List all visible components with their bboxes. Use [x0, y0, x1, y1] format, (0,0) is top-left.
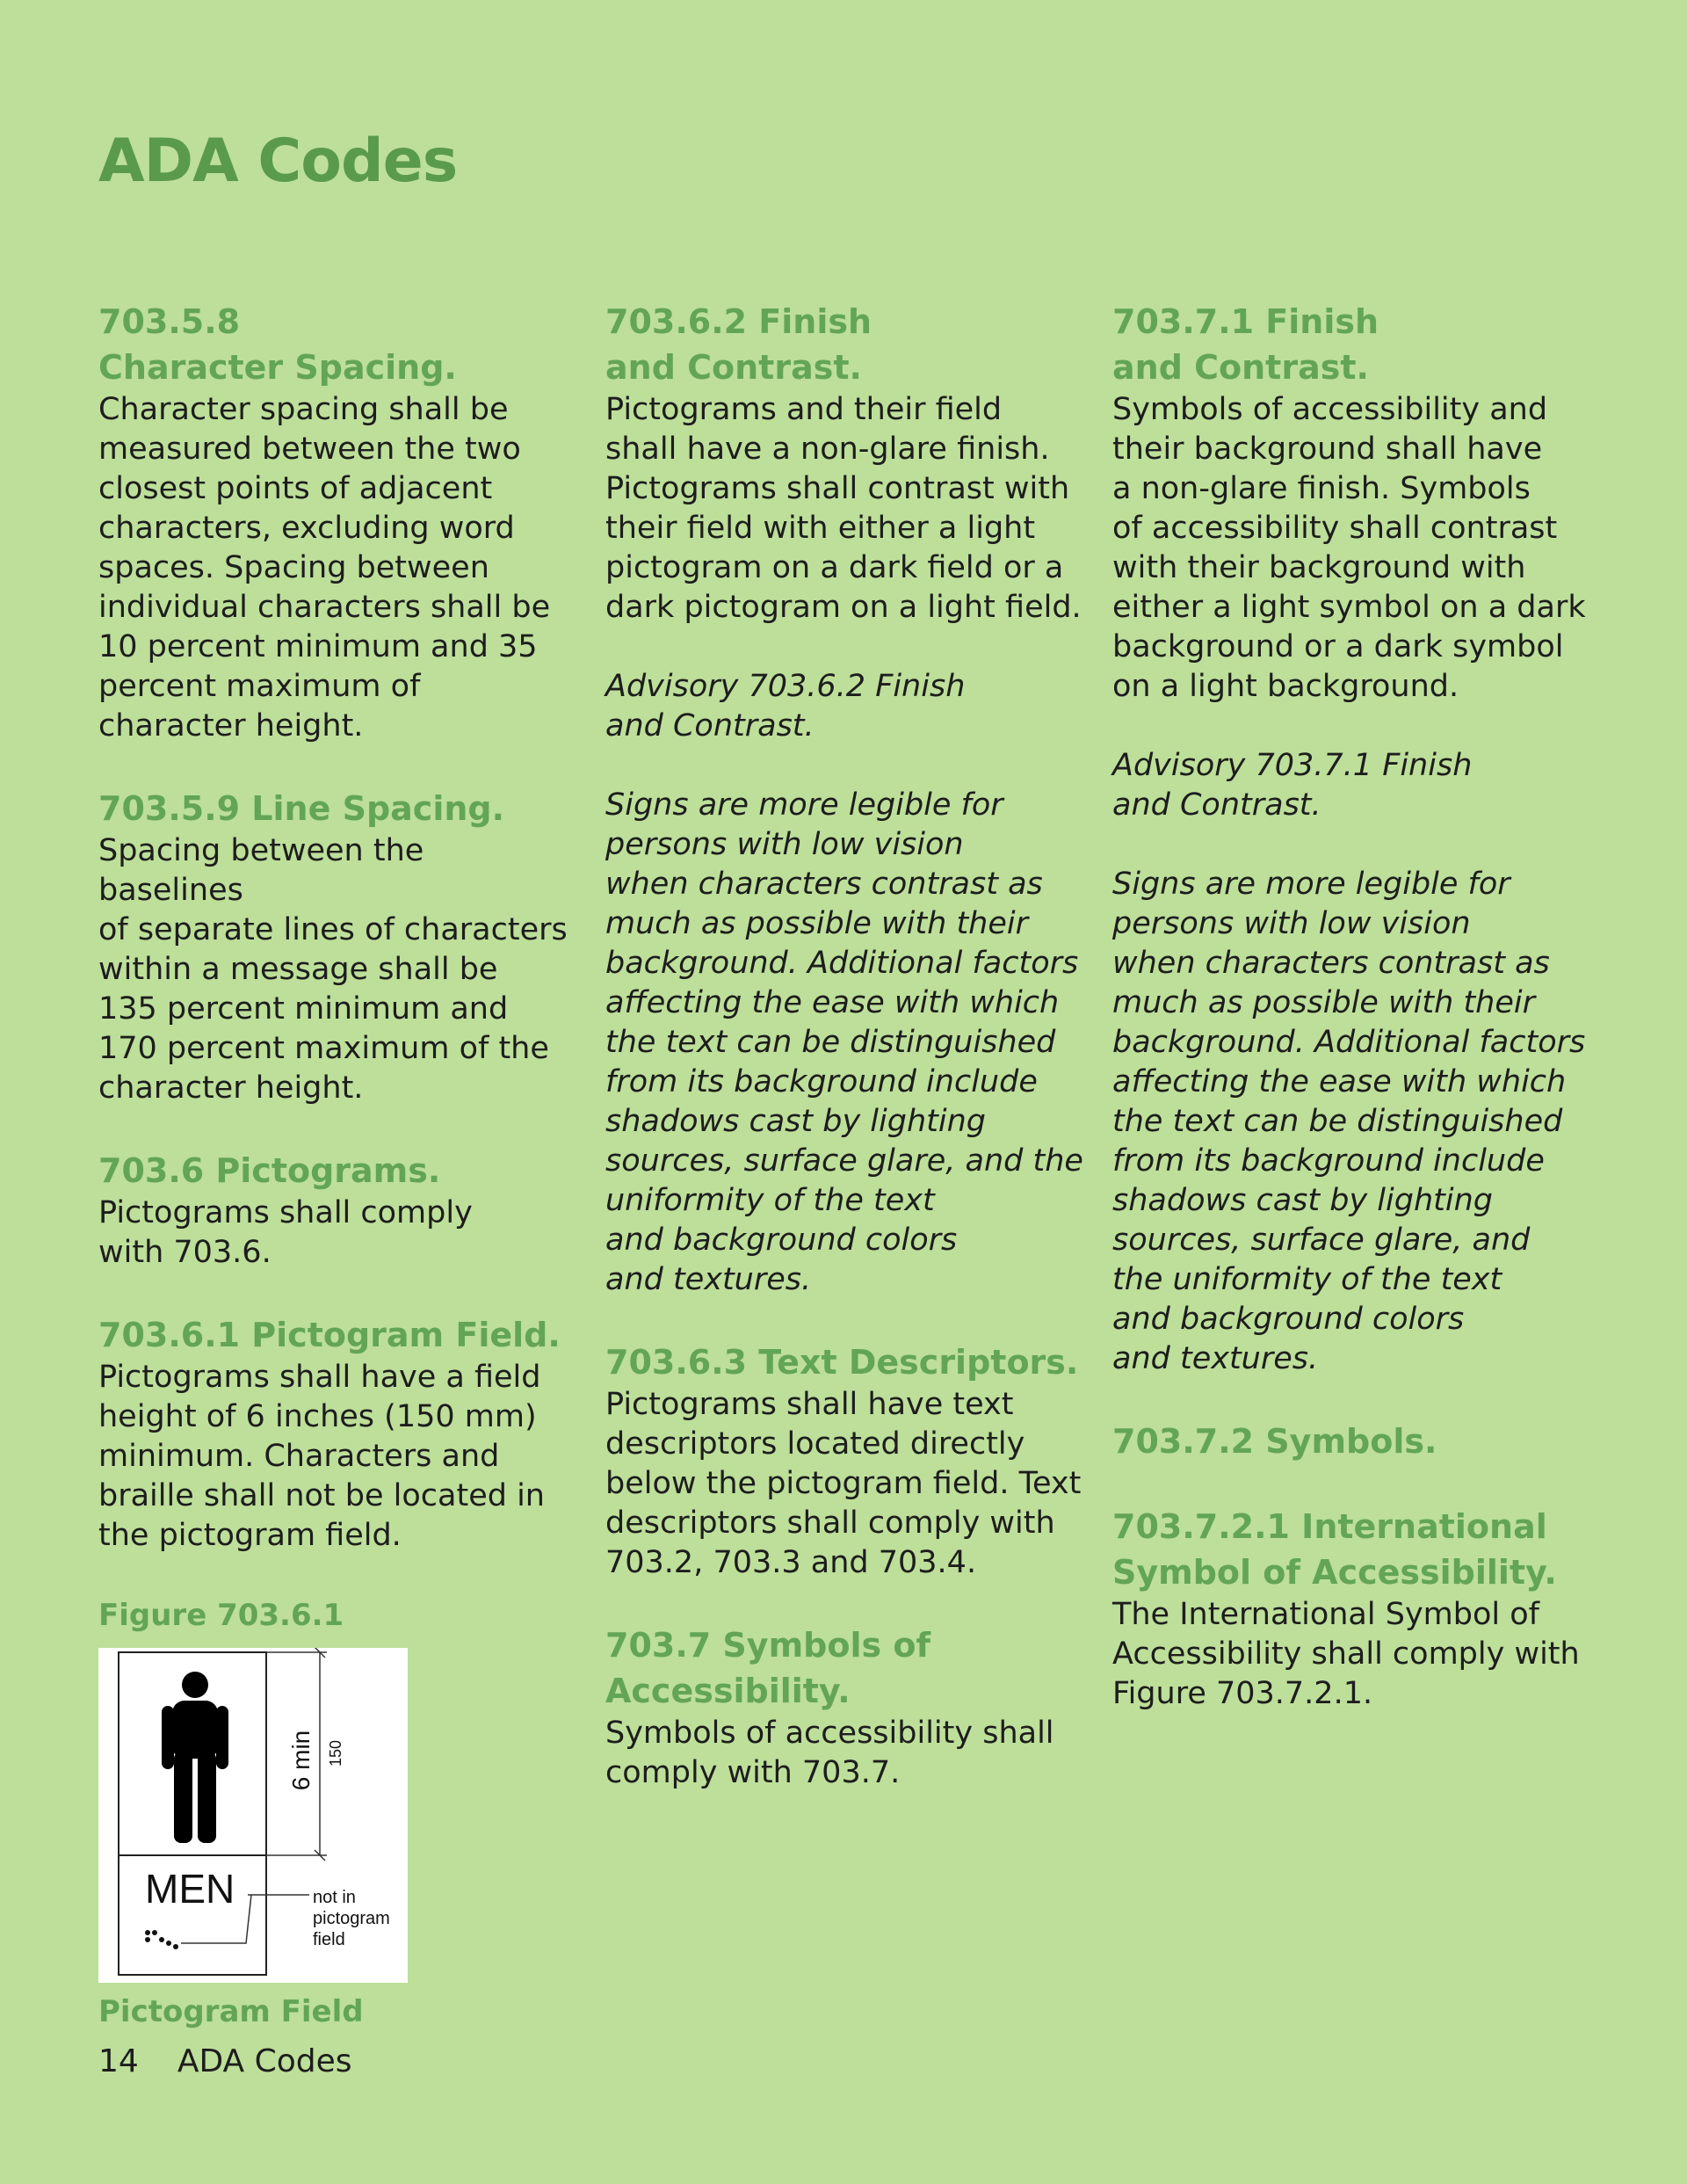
section-heading-703-5-9: 703.5.9 Line Spacing. — [98, 789, 505, 828]
section-body-703-6-1: Pictograms shall have a field height of 6 inches (150 mm) minimum. Characters and braille shall not be located in the pictogram field. — [98, 1360, 545, 1553]
column-2 — [605, 299, 1097, 1793]
advisory-title-703-7-1: Advisory 703.7.1 Finish and Contrast. — [1112, 748, 1473, 823]
column-3 — [1112, 299, 1604, 1714]
section-heading-703-5-8: 703.5.8 Character Spacing. — [98, 302, 457, 387]
advisory-body-703-6-2: Signs are more legible for persons with low vision when characters contrast as much as possible with their background. Additional factors affecting the ease with which the text can be distinguished from its background include shadows cast by lighting sources, surface glare, and the uniformity of the text and background colors and textures. — [605, 787, 1083, 1297]
footer-section-title: ADA Codes — [177, 2043, 352, 2079]
pictogram-field-figure — [98, 1648, 408, 1983]
section-body-703-5-9: Spacing between the baselines of separate lines of characters within a message shall be 135 percent minimum and 170 percent maximum of the character height. — [98, 833, 568, 1106]
note-line-2: pictogram — [313, 1909, 390, 1928]
page-title: ADA Codes — [98, 127, 458, 196]
figure-label: Figure 703.6.1 — [98, 1598, 344, 1633]
braille-dots-icon — [145, 1930, 178, 1949]
sign-text: MEN — [145, 1866, 235, 1912]
section-heading-703-7: 703.7 Symbols of Accessibility. — [605, 1626, 930, 1710]
section-heading-703-6-2: 703.6.2 Finish and Contrast. — [605, 302, 872, 387]
note-line-3: field — [313, 1930, 345, 1949]
page-number: 14 — [98, 2043, 139, 2079]
advisory-title-703-6-2: Advisory 703.6.2 Finish and Contrast. — [605, 669, 966, 744]
section-heading-703-7-2-1: 703.7.2.1 International Symbol of Accessibility. — [1112, 1507, 1557, 1592]
section-body-703-6-3: Pictograms shall have text descriptors located directly below the pictogram field. Text descriptors shall comply with 703.2, 703.3 and 703.4. — [605, 1387, 1082, 1580]
column-1 — [98, 299, 573, 2032]
section-heading-703-6-3: 703.6.3 Text Descriptors. — [605, 1343, 1079, 1382]
section-heading-703-7-2: 703.7.2 Symbols. — [1112, 1422, 1437, 1461]
section-body-703-7: Symbols of accessibility shall comply with 703.7. — [605, 1716, 1054, 1790]
dimension-label: 6 min — [287, 1730, 315, 1791]
section-heading-703-7-1: 703.7.1 Finish and Contrast. — [1112, 302, 1379, 387]
section-body-703-7-1: Symbols of accessibility and their background shall have a non-glare finish. Symbols of accessibility shall contrast with their background with either a light symbol on a dark background or a dark symbol on a light background. — [1112, 392, 1586, 704]
note-line-1: not in — [313, 1888, 356, 1907]
section-body-703-6-2: Pictograms and their field shall have a non-glare finish. Pictograms shall contrast with their field with either a light pictogram on a dark field or a dark pictogram on a light field. — [605, 392, 1082, 625]
section-heading-703-6: 703.6 Pictograms. — [98, 1151, 441, 1190]
figure-caption: Pictogram Field — [98, 1994, 364, 2029]
section-body-703-5-8: Character spacing shall be measured between the two closest points of adjacent characters, excluding word spaces. Spacing between individual characters shall be 10 percent minimum and 35 percent maximum of character height. — [98, 392, 551, 744]
section-body-703-6: Pictograms shall comply with 703.6. — [98, 1195, 473, 1270]
dimension-metric-label: 150 — [327, 1739, 344, 1767]
advisory-body-703-7-1: Signs are more legible for persons with low vision when characters contrast as much as possible with their background. Additional factors affecting the ease with which the text can be distinguished from its background include shadows cast by lighting sources, surface glare, and the uniformity of the text and background colors and textures. — [1112, 867, 1586, 1376]
page-footer — [98, 2043, 352, 2079]
section-heading-703-6-1: 703.6.1 Pictogram Field. — [98, 1316, 561, 1354]
man-pictogram-icon — [162, 1672, 228, 1843]
section-body-703-7-2-1: The International Symbol of Accessibility shall comply with Figure 703.7.2.1. — [1112, 1597, 1580, 1711]
